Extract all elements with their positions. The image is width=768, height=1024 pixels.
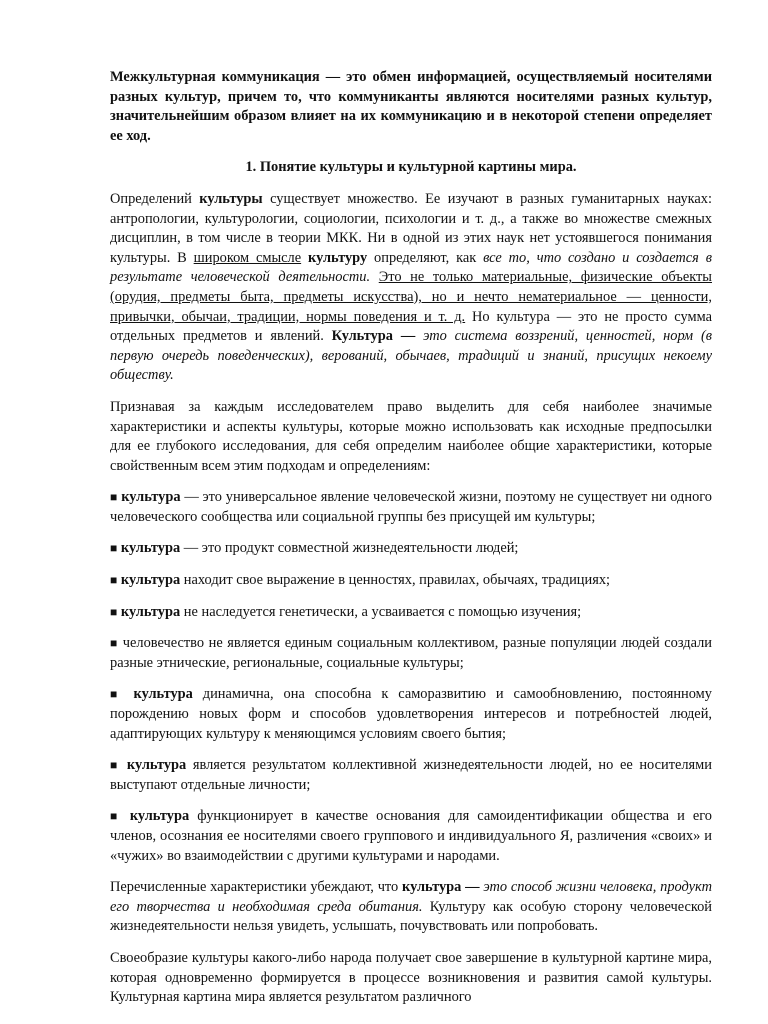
underlined-material-objects: Это не только материальные, физические объекты (орудия, предметы быта, предметы искусства), но и нечто нематериальное — ценности, привычки, обычаи, традиции, нормы поведения и т. д. [110,269,712,325]
bullet-item: ■ культура функционирует в качестве основания для самоидентификации общества и его членов, осознания ее носителями своего группового и индивидуального Я, различения «своих» и «чужих» во взаимодействии с другими культурами и народами. [110,808,712,864]
bullet-item: ■ культура находит свое выражение в ценностях, правилах, обычаях, традициях; [110,572,611,589]
bullet-item: ■ культура — это продукт совместной жизнедеятельности людей; [110,540,519,557]
intro-paragraph: Межкультурная коммуникация — это обмен информацией, осуществляемый носителями разных культур, причем то, что коммуниканты являются носителями разных культур, значительнейшим образом влияет на их коммуникацию и в некоторой степени определяет ее ход. [110,69,712,144]
bullet-square-icon: ■ [110,490,118,505]
paragraph-culture-way-of-life: Перечисленные характеристики убеждают, что культура — это способ жизни человека, продукт его творчества и необходимая среда обитания. Культуру как особую сторону человеческой жизнедеятельности нельзя увидеть, услышать, почувствовать или попробовать. [110,879,712,935]
bullet-square-icon: ■ [110,758,121,773]
document-page [110,68,712,1008]
paragraph-culture-definitions: Определений культуры существует множество. Ее изучают в разных гуманитарных науках: антропологии, культурологии, социологии, психологии и т. д., а также во множестве смежных дисциплин, в том числе в теории МКК. Ни в одной из этих наук нет устоявшегося понимания культуры. В широком смысле культуру определяют, как все то, что создано и создается в результате человеческой деятельности. Это не только материальные, физические объекты (орудия, предметы быта, предметы искусства), но и нечто нематериальное — ценности, привычки, обычаи, традиции, нормы поведения и т. д. Но культура — это не просто сумма отдельных предметов и явлений. Культура — это система воззрений, ценностей, норм (в первую очередь поведенческих), верований, обычаев, традиций и знаний, присущих некоему обществу. [110,190,712,384]
bullet-square-icon: ■ [110,573,118,588]
term-culture: культуры [199,190,263,207]
bullet-square-icon: ■ [110,636,119,651]
section-heading: 1. Понятие культуры и культурной картины мира. [245,159,577,176]
bullet-square-icon: ■ [110,541,118,556]
bullet-item: ■ культура динамична, она способна к саморазвитию и самообновлению, постоянному порождению новых форм и способов удовлетворения интересов и потребностей людей, адаптирующих культуру к меняющимся условиям своего бытия; [110,686,712,742]
italic-culture-definition: это система воззрений, ценностей, норм (в первую очередь поведенческих), верований, обычаев, традиций и знаний, присущих некоему обществу. [110,328,712,384]
bullet-item: ■ человечество не является единым социальным коллективом, разные популяции людей создали разные этнические, региональные, социальные культуры; [110,635,713,671]
bullet-square-icon: ■ [110,604,118,619]
paragraph-characteristics-intro: Признавая за каждым исследователем право выделить для себя наиболее значимые характеристики и аспекты культуры, которые можно использовать как исходные предпосылки для ее глубокого исследования, для себя определим наиболее общие характеристики, которые свойственным всем этим подходам и определениям: [110,398,712,474]
paragraph-cultural-world-picture: Своеобразие культуры какого-либо народа получает свое завершение в культурной картине мира, которая одновременно формируется в процессе возникновения и развития самой культуры. Культурная картина мира является результатом различного [110,949,712,1006]
bullet-item: ■ культура — это универсальное явление человеческой жизни, поэтому не существует ни одного человеческого сообщества или социальной группы без присущей им культуры; [110,489,712,525]
bullet-item: ■ культура является результатом коллективной жизнедеятельности людей, но ее носителями выступают отдельные личности; [110,757,712,793]
bullet-item: ■ культура не наследуется генетически, а усваивается с помощью изучения; [110,603,582,620]
bullet-square-icon: ■ [110,809,122,824]
underlined-wide-sense: широком смысле [193,249,302,266]
bullet-square-icon: ■ [110,687,124,702]
